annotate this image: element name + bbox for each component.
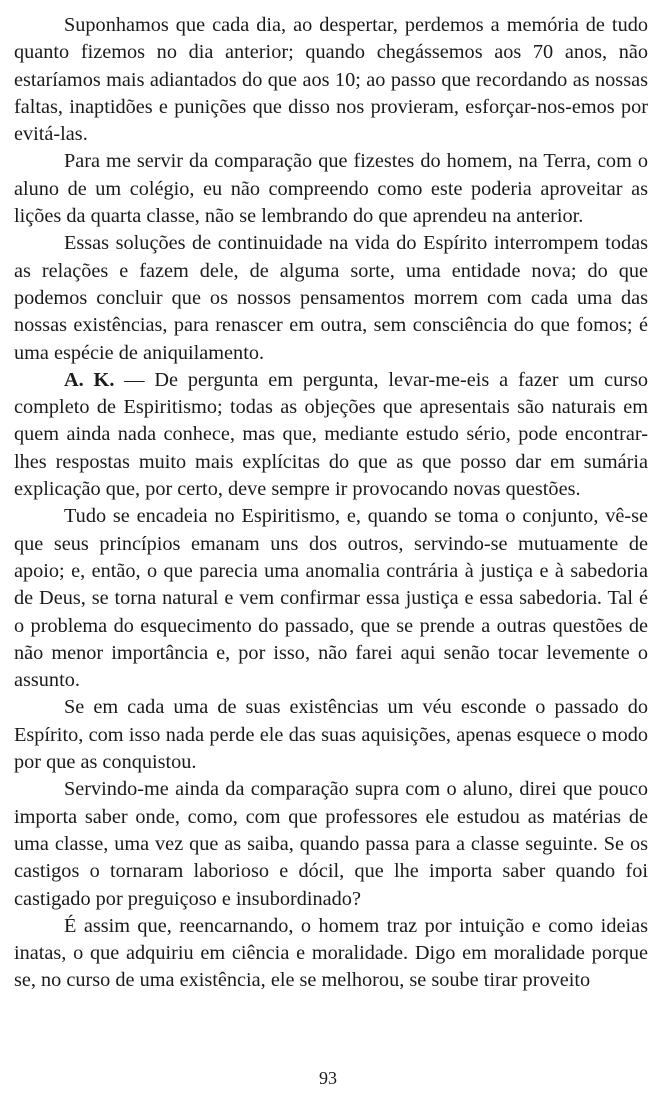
page-body [14, 12, 648, 995]
paragraph-2: Para me servir da comparação que fizestes do homem, na Terra, com o aluno de um colégio, eu não compreendo como este poderia aproveitar as lições da quarta classe, não se lembrando do que aprendeu na anterior. [14, 150, 648, 228]
speaker-label: A. K. [64, 368, 115, 391]
page-number: 93 [319, 1068, 337, 1088]
paragraph-8: É assim que, reencarnando, o homem traz por intuição e como ideias inatas, o que adquiriu em ciência e moralidade. Digo em moralidade porque se, no curso de uma existência, ele se melhorou, se soube tirar proveito [14, 914, 648, 992]
paragraph-5: Tudo se encadeia no Espiritismo, e, quando se toma o conjunto, vê-se que seus princípios emanam uns dos outros, servindo-se mutuamente de apoio; e, então, o que parecia uma anomalia contrária à justiça e à sabedoria de Deus, se torna natural e vem confirmar essa justiça e essa sabedoria. Tal é o problema do esquecimento do passado, que se prende a outras questões de não menor importância e, por isso, não farei aqui senão tocar levemente o assunto. [14, 505, 648, 692]
paragraph-3: Essas soluções de continuidade na vida do Espírito interrompem todas as relações e fazem dele, de alguma sorte, uma entidade nova; do que podemos concluir que os nossos pensamentos morrem com cada uma das nossas existências, para renascer em outra, sem consciência do que fomos; é uma espécie de aniquilamento. [14, 232, 648, 364]
paragraph-7: Servindo-me ainda da comparação supra com o aluno, direi que pouco importa saber onde, como, com que professores ele estudou as matérias de uma classe, uma vez que as saiba, quando passa para a classe seguinte. Se os castigos o tornaram laborioso e dócil, que lhe importa saber quando foi castigado por preguiçoso e insubordinado? [14, 778, 648, 910]
paragraph-1: Suponhamos que cada dia, ao despertar, perdemos a memória de tudo quanto fizemos no dia anterior; quando chegássemos aos 70 anos, não estaríamos mais adiantados do que aos 10; ao passo que recordando as nossas faltas, inaptidões e punições que disso nos provieram, esforçar-nos-emos por evitá-las. [14, 14, 648, 146]
paragraph-6: Se em cada uma de suas existências um véu esconde o passado do Espírito, com isso nada perde ele das suas aquisições, apenas esquece o modo por que as conquistou. [14, 696, 648, 774]
paragraph-4-text: — De pergunta em pergunta, levar-me-eis a fazer um curso completo de Espiritismo; todas as objeções que apresentais são naturais em quem ainda nada conhece, mas que, mediante estudo sério, pode encontrar-lhes respostas muito mais explícitas do que as que posso dar em sumária explicação que, por certo, deve sempre ir provocando novas questões. [14, 368, 648, 501]
paragraph-4 [14, 367, 648, 503]
